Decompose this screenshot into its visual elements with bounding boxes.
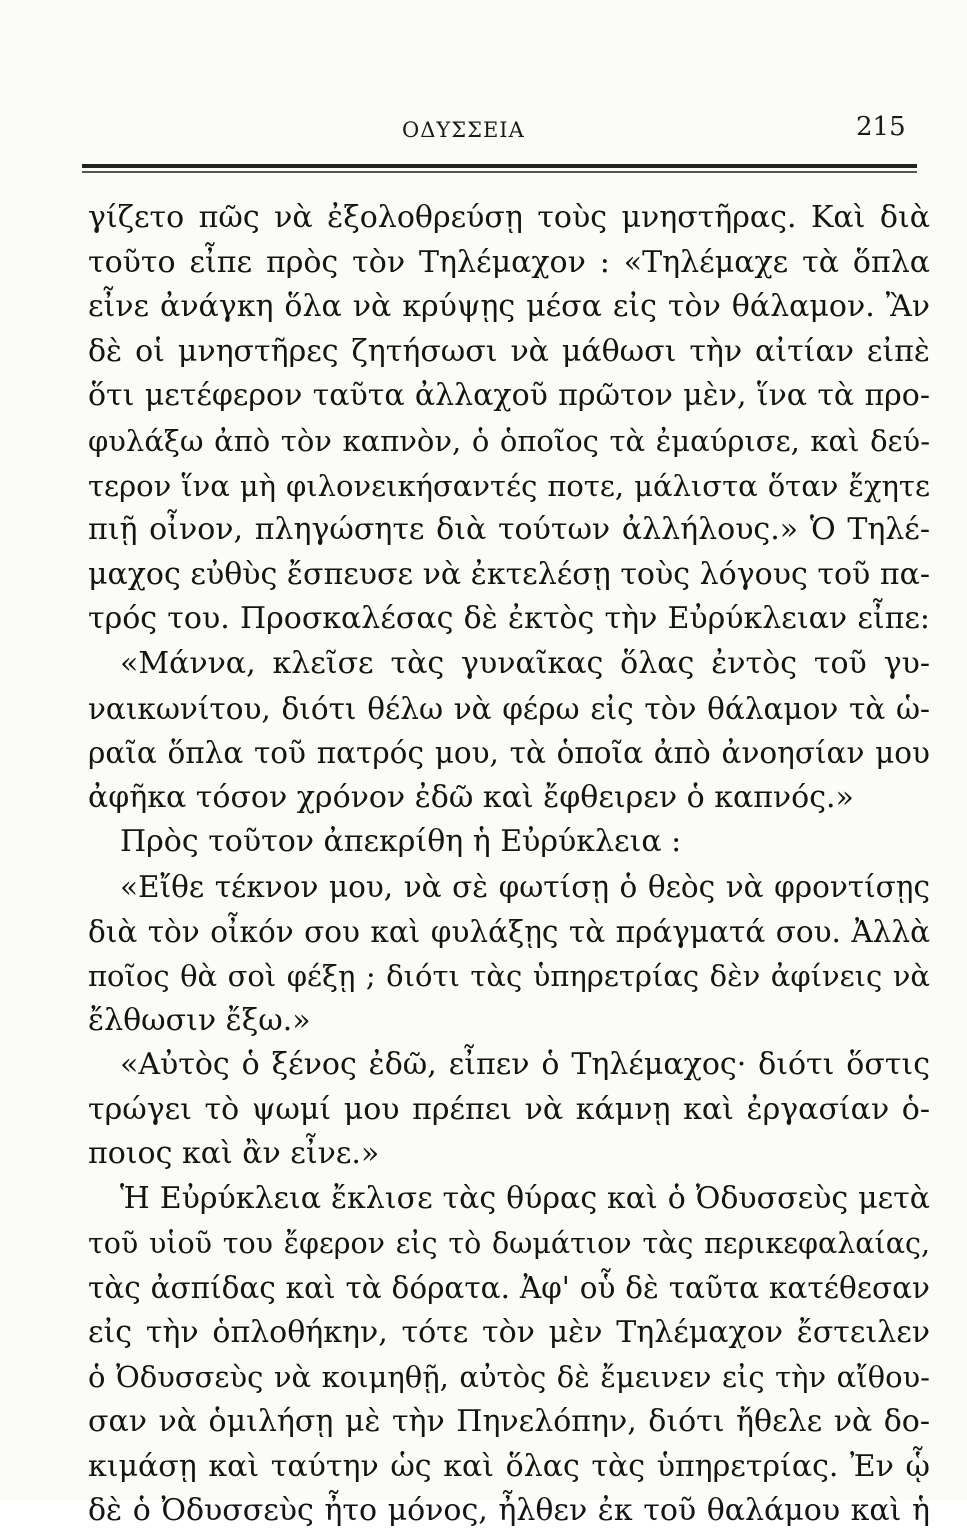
- text-line: κιμάσῃ καὶ ταύτην ὡς καὶ ὅλας τὰς ὑπηρετρίας. Ἐν ᾧ: [88, 1448, 930, 1484]
- text-line: τρός του. Προσκαλέσας δὲ ἐκτὸς τὴν Εὐρύκλειαν εἶπε:: [88, 601, 930, 637]
- body-text: [88, 196, 930, 1534]
- text-line: δὲ ὁ Ὀδυσσεὺς ἦτο μόνος, ἦλθεν ἐκ τοῦ θαλάμου καὶ ἡ: [88, 1493, 930, 1529]
- text-line: πιῇ οἶνον, πληγώσητε διὰ τούτων ἀλλήλους.» Ὁ Τηλέ-: [88, 512, 930, 548]
- text-line: τοῦτο εἶπε πρὸς τὸν Τηλέμαχον : «Τηλέμαχε τὰ ὅπλα: [88, 244, 930, 280]
- text-line: διὰ τὸν οἶκόν σου καὶ φυλάξῃς τὰ πράγματά σου. Ἀλλὰ: [88, 914, 930, 949]
- text-line: μαχος εὐθὺς ἔσπευσε νὰ ἐκτελέσῃ τοὺς λόγους τοῦ πα-: [88, 556, 930, 592]
- text-line: «Αὐτὸς ὁ ξένος ἐδῶ, εἶπεν ὁ Τηλέμαχος· διότι ὅστις: [120, 1047, 930, 1083]
- text-line: δὲ οἱ μνηστῆρες ζητήσωσι νὰ μάθωσι τὴν αἰτίαν εἰπὲ: [88, 333, 930, 369]
- text-line: ὅτι μετέφερον ταῦτα ἀλλαχοῦ πρῶτον μὲν, ἵνα τὰ προ-: [88, 378, 930, 414]
- text-line: «Μάννα, κλεῖσε τὰς γυναῖκας ὅλας ἐντὸς τοῦ γυ-: [120, 645, 930, 681]
- text-line: τὰς ἀσπίδας καὶ τὰ δόρατα. Ἀφ' οὗ δὲ ταῦτα κατέθεσαν: [88, 1271, 930, 1306]
- running-title: ΟΔΥΣΣΕΙΑ: [402, 118, 525, 142]
- text-line: ναικωνίτου, διότι θέλω νὰ φέρω εἰς τὸν θάλαμον τὰ ὡ-: [88, 691, 930, 726]
- text-line: σαν νὰ ὁμιλήσῃ μὲ τὴν Πηνελόπην, διότι ἤθελε νὰ δο-: [88, 1404, 930, 1440]
- text-line: «Εἴθε τέκνον μου, νὰ σὲ φωτίσῃ ὁ θεὸς νὰ φροντίσῃς: [120, 869, 930, 904]
- text-line: ὁ Ὀδυσσεὺς νὰ κοιμηθῇ, αὐτὸς δὲ ἔμεινεν εἰς τὴν αἴθου-: [88, 1360, 930, 1395]
- text-line: Ἡ Εὐρύκλεια ἔκλισε τὰς θύρας καὶ ὁ Ὀδυσσεὺς μετὰ: [120, 1181, 930, 1217]
- text-line: φυλάξω ἀπὸ τὸν καπνὸν, ὁ ὁποῖος τὰ ἐμαύρισε, καὶ δεύ-: [88, 423, 930, 458]
- page-number: 215: [856, 112, 906, 142]
- text-line: ραῖα ὅπλα τοῦ πατρός μου, τὰ ὁποῖα ἀπὸ ἀνοησίαν μου: [88, 736, 930, 771]
- header-rule-thin: [82, 171, 917, 173]
- text-line: ἀφῆκα τόσον χρόνον ἐδῶ καὶ ἔφθειρεν ὁ καπνός.»: [88, 779, 854, 815]
- text-line: ποῖος θὰ σοὶ φέξῃ ; διότι τὰς ὑπηρετρίας δὲν ἀφίνεις νὰ: [88, 959, 930, 994]
- header-rule-thick: [82, 164, 917, 168]
- text-line: τοῦ υἱοῦ του ἔφερον εἰς τὸ δωμάτιον τὰς περικεφαλαίας,: [88, 1226, 930, 1260]
- text-line: τερον ἵνα μὴ φιλονεικήσαντές ποτε, μάλιστα ὅταν ἔχητε: [88, 468, 930, 503]
- text-line: ἔλθωσιν ἔξω.»: [88, 1002, 311, 1038]
- text-line: Πρὸς τοῦτον ἀπεκρίθη ἡ Εὐρύκλεια :: [120, 824, 682, 860]
- text-line: ποιος καὶ ἂν εἶνε.»: [88, 1136, 380, 1172]
- text-line: γίζετο πῶς νὰ ἐξολοθρεύσῃ τοὺς μνηστῆρας. Καὶ διὰ: [88, 200, 930, 235]
- text-line: τρώγει τὸ ψωμί μου πρέπει νὰ κάμνῃ καὶ ἐργασίαν ὁ-: [88, 1091, 930, 1127]
- text-line: εἶνε ἀνάγκη ὅλα νὰ κρύψῃς μέσα εἰς τὸν θάλαμον. Ἂν: [88, 289, 930, 325]
- text-line: εἰς τὴν ὁπλοθήκην, τότε τὸν μὲν Τηλέμαχον ἔστειλεν: [88, 1314, 930, 1350]
